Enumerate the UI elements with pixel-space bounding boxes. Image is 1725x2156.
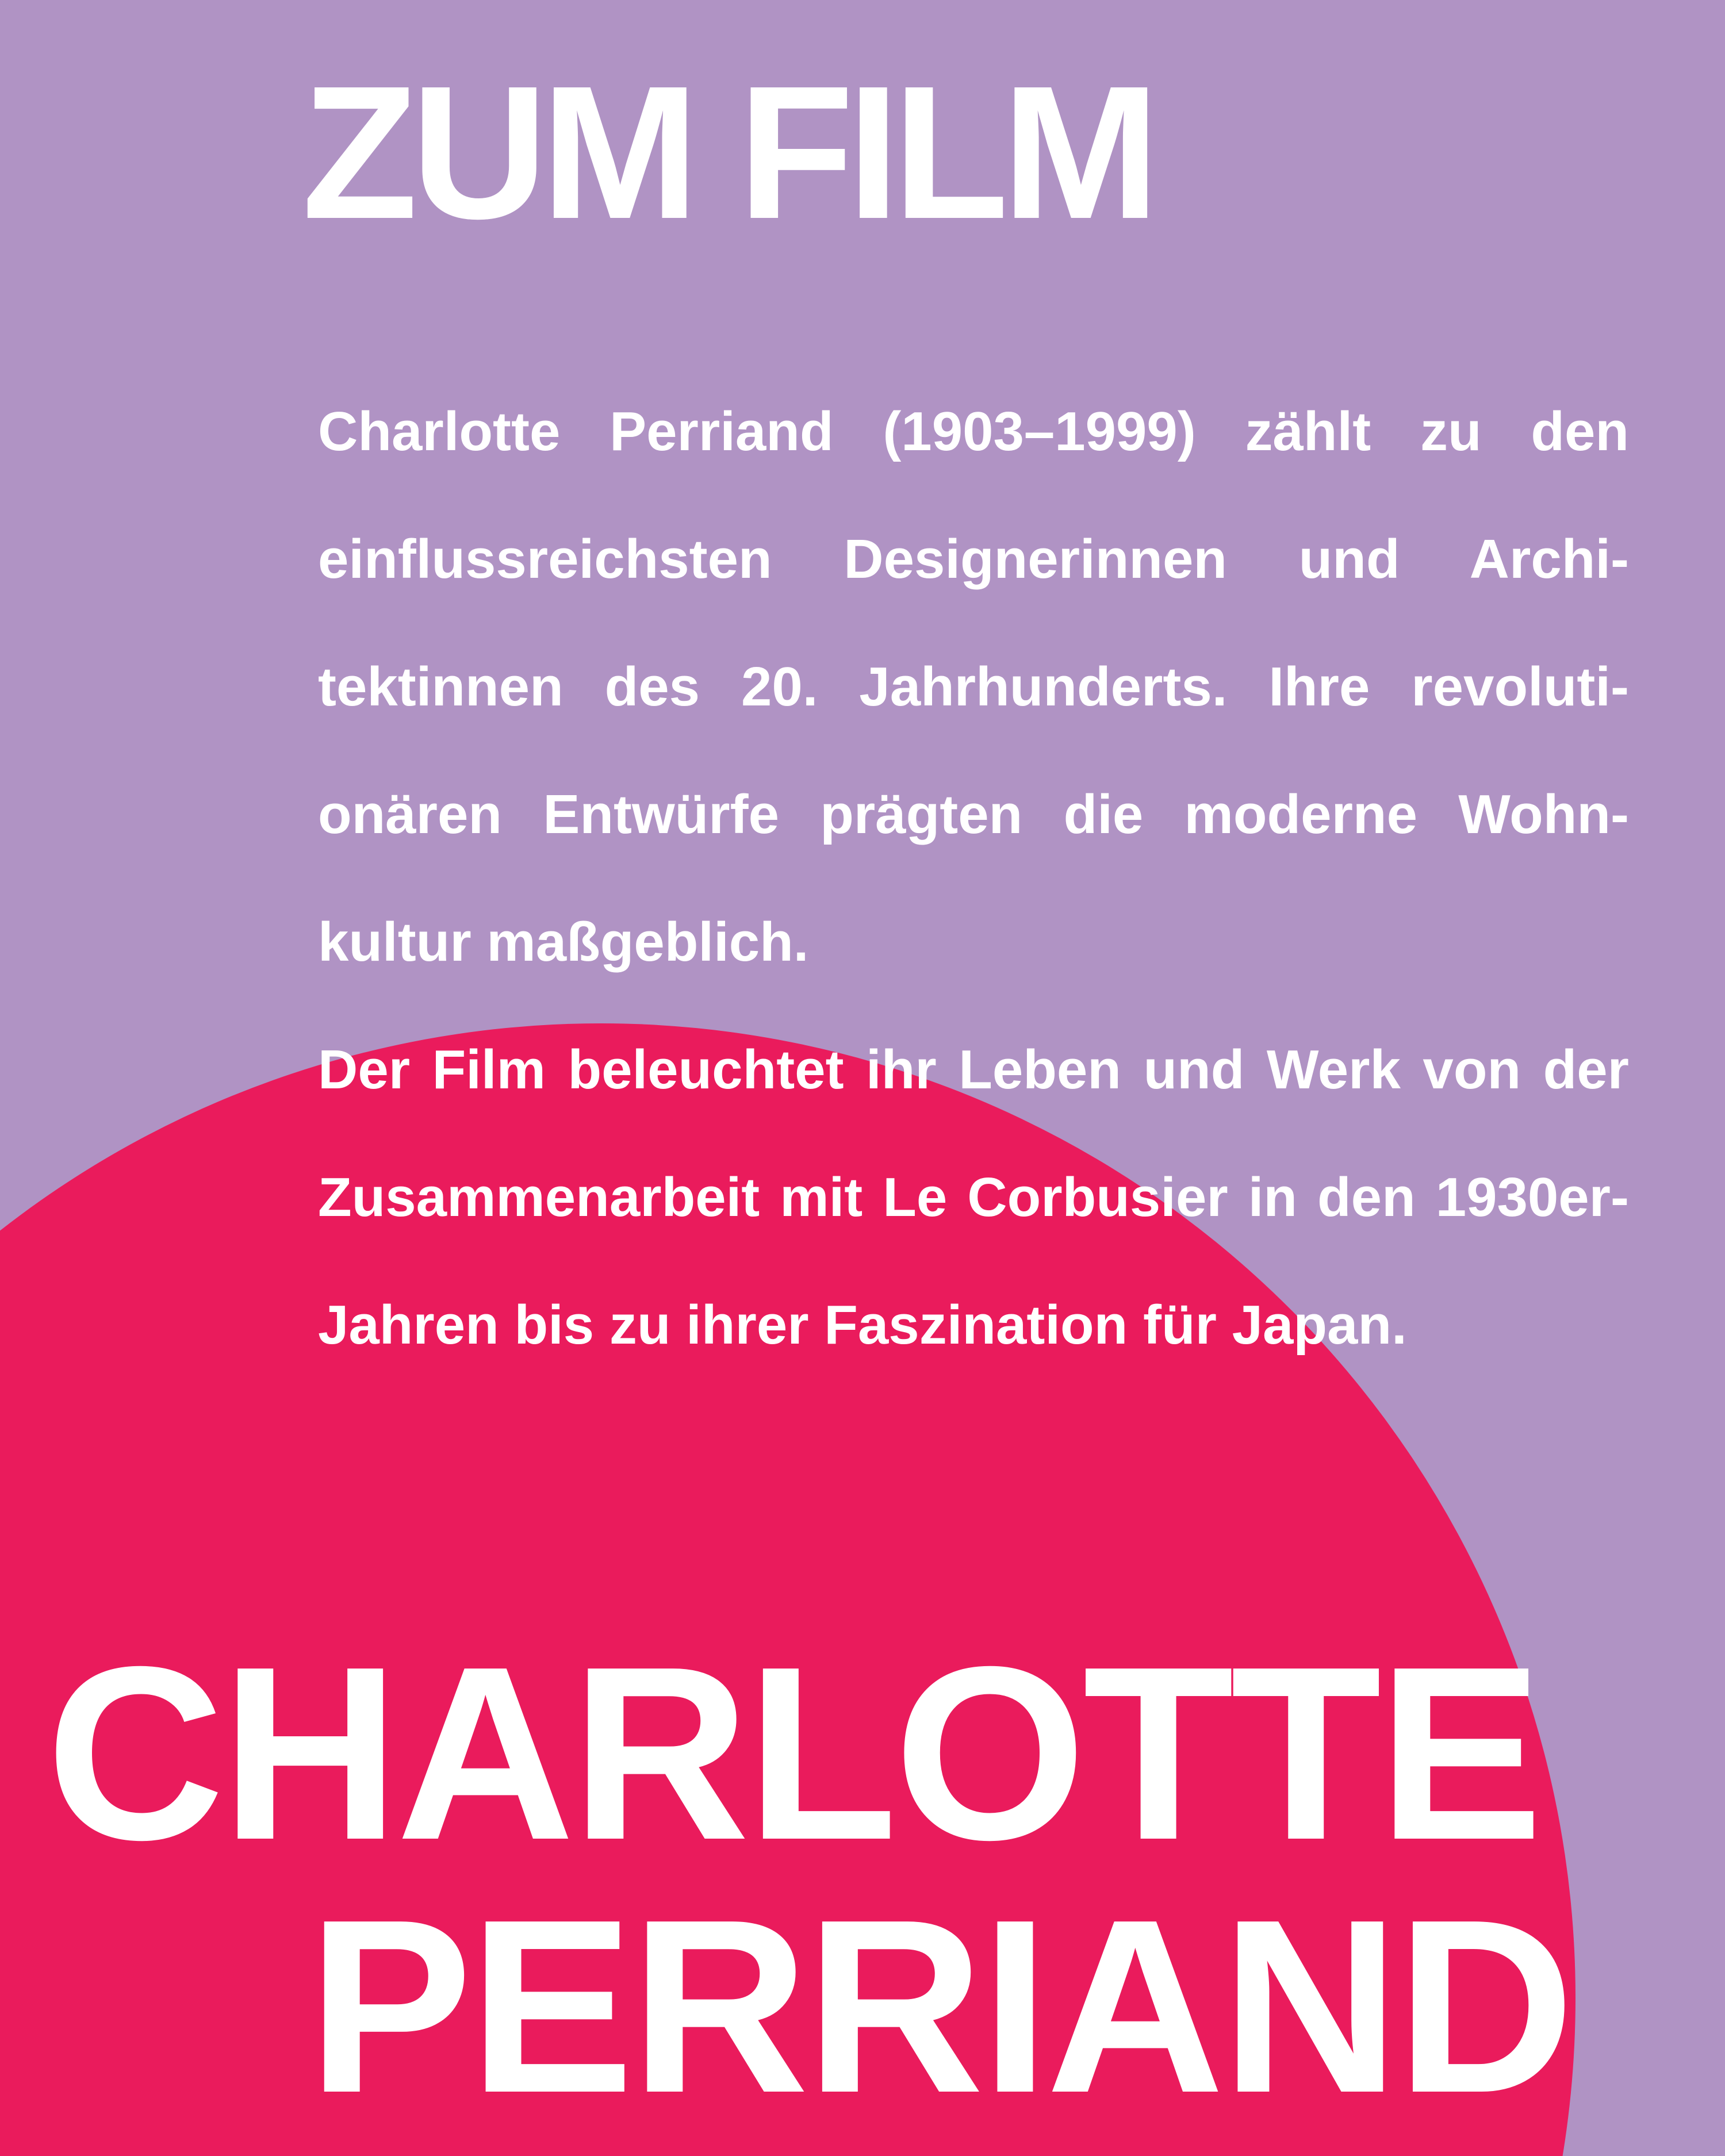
description-paragraph-1: Charlotte Perriand (1903–1999) zählt zu den einflussreichsten Designerinnen und Archi-tektinnen des 20. Jahrhunderts. Ihre revoluti-onären Entwürfe prägten die moderne Wohn-kultur maßgeblich. [318,401,1629,973]
film-description [318,368,1629,1389]
section-heading: ZUM FILM [302,46,1153,258]
film-title-line-2: PERRIAND [308,1869,1571,2145]
description-paragraph-2: Der Film beleuchtet ihr Leben und Werk von der Zusammenarbeit mit Le Corbusier in den 1930er-Jahren bis zu ihrer Faszination für Japan. [318,1039,1629,1356]
film-title [46,1616,1571,2145]
film-title-line-1: CHARLOTTE [46,1616,1540,1892]
